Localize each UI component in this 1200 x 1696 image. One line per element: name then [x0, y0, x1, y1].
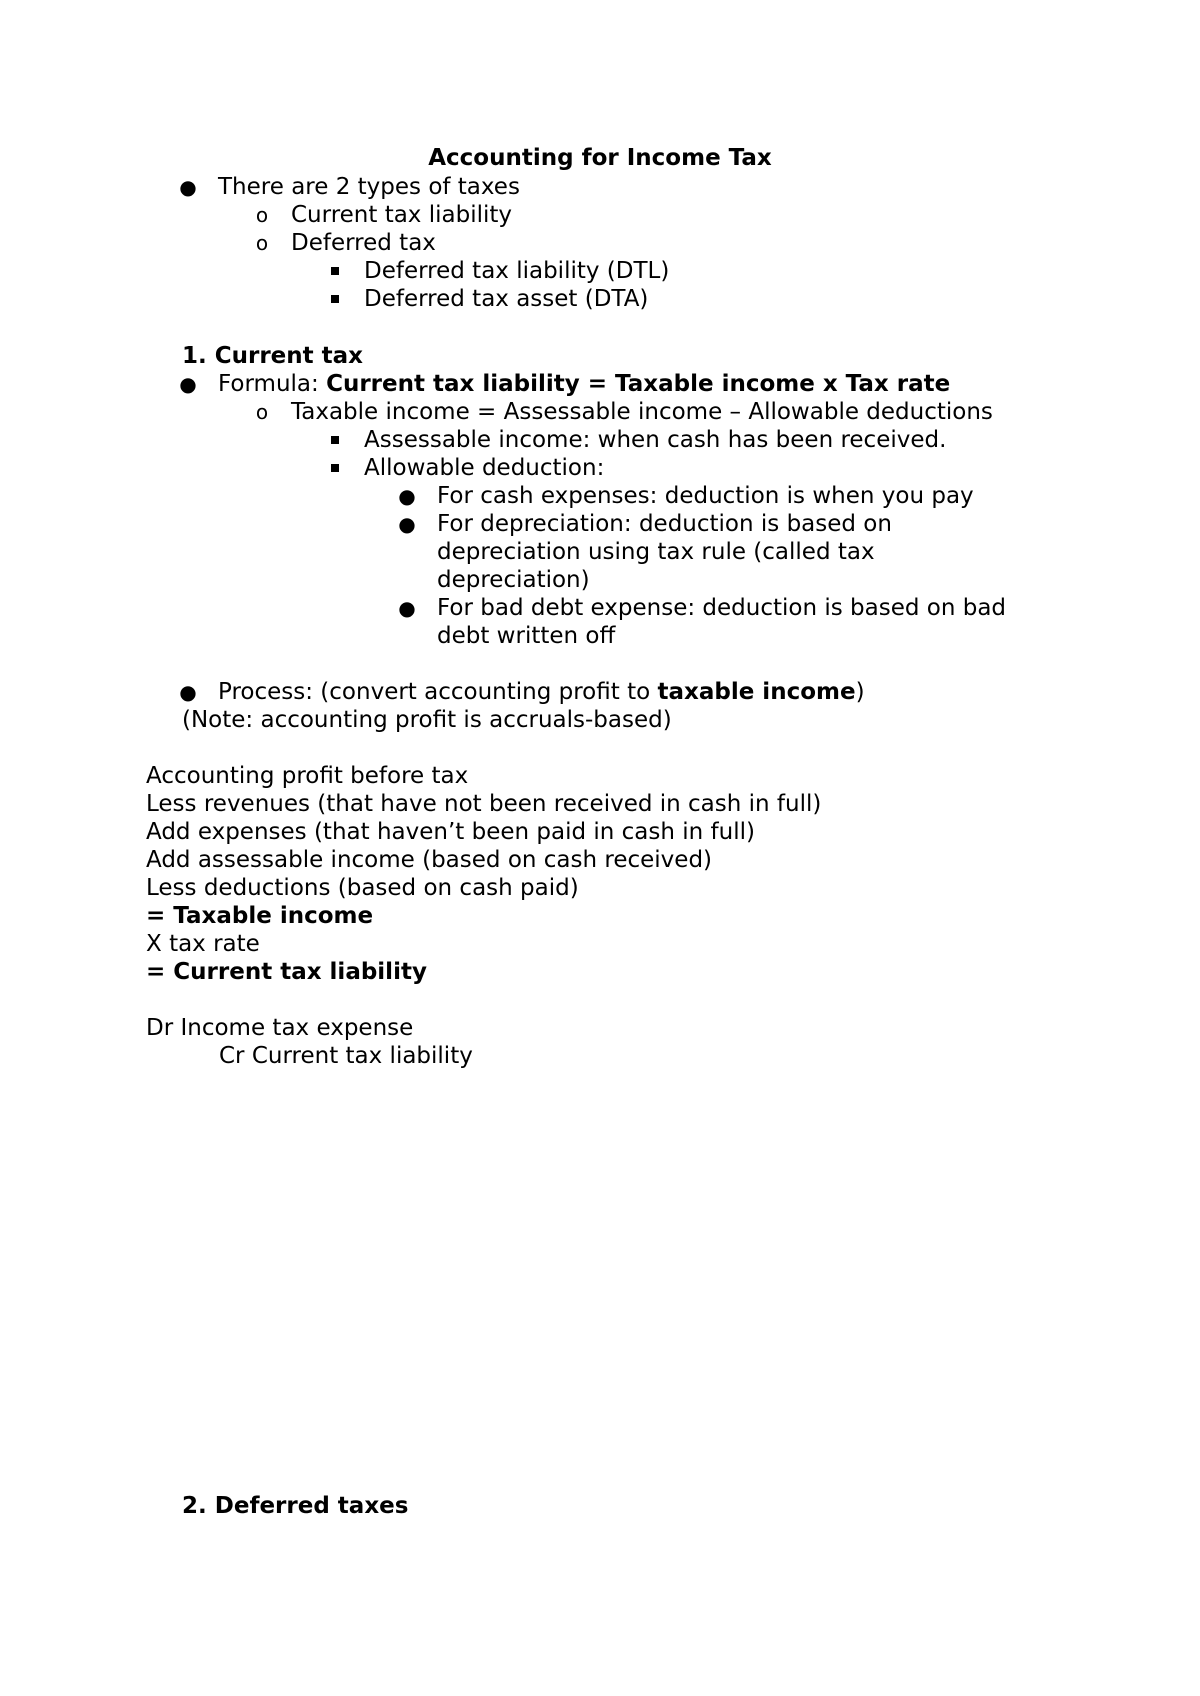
calc-line: X tax rate — [146, 931, 260, 957]
calc-line-taxable-income: = Taxable income — [146, 903, 374, 929]
accruals-note: (Note: accounting profit is accruals-based) — [182, 707, 672, 733]
formula: Current tax liability = Taxable income x Tax rate — [326, 371, 951, 397]
calc-line: Add expenses (that haven’t been paid in cash in full) — [146, 819, 755, 845]
calc-line-current-tax-liability: = Current tax liability — [146, 959, 427, 985]
dtl-item: Deferred tax liability (DTL) — [364, 258, 670, 284]
dta-item: Deferred tax asset (DTA) — [364, 286, 649, 312]
process-line — [218, 678, 865, 706]
bullet-square — [325, 426, 345, 454]
section-heading-deferred-taxes: 2. Deferred taxes — [182, 1493, 409, 1519]
section-heading-current-tax: 1. Current tax — [182, 343, 364, 369]
calc-line: Less deductions (based on cash paid) — [146, 875, 579, 901]
depreciation-item-line3: depreciation) — [437, 567, 590, 593]
cash-expenses-item: For cash expenses: deduction is when you pay — [437, 483, 974, 509]
calc-line: Add assessable income (based on cash received) — [146, 847, 713, 873]
process-suffix: ) — [855, 679, 865, 705]
allowable-deduction-item: Allowable deduction: — [364, 455, 605, 481]
bullet-disc: ● — [398, 596, 416, 620]
formula-prefix: Formula: — [218, 371, 327, 397]
journal-debit: Dr Income tax expense — [146, 1015, 414, 1041]
bullet-circle: o — [255, 400, 269, 424]
journal-credit: Cr Current tax liability — [219, 1043, 473, 1069]
bad-debt-item-line2: debt written off — [437, 623, 616, 649]
calc-line: Less revenues (that have not been received in cash in full) — [146, 791, 822, 817]
bullet-circle: o — [255, 231, 269, 255]
page-title: Accounting for Income Tax — [428, 145, 772, 171]
bullet-square — [325, 454, 345, 482]
bullet-circle: o — [255, 203, 269, 227]
bullet-square — [325, 257, 345, 285]
current-tax-liability-item: Current tax liability — [291, 202, 513, 228]
process-bold: taxable income — [657, 679, 856, 705]
bad-debt-item-line1: For bad debt expense: deduction is based on bad — [437, 595, 1007, 621]
bullet-disc: ● — [179, 175, 197, 199]
formula-line — [218, 370, 950, 398]
bullet-disc: ● — [179, 680, 197, 704]
types-of-taxes: There are 2 types of taxes — [218, 174, 520, 200]
bullet-disc: ● — [398, 484, 416, 508]
deferred-tax-item: Deferred tax — [291, 230, 436, 256]
bullet-disc: ● — [398, 512, 416, 536]
calc-line: Accounting profit before tax — [146, 763, 469, 789]
depreciation-item-line1: For depreciation: deduction is based on — [437, 511, 892, 537]
bullet-disc: ● — [179, 372, 197, 396]
assessable-income-item: Assessable income: when cash has been received. — [364, 427, 947, 453]
taxable-income-definition: Taxable income = Assessable income – Allowable deductions — [291, 399, 993, 425]
bullet-square — [325, 285, 345, 313]
depreciation-item-line2: depreciation using tax rule (called tax — [437, 539, 875, 565]
process-prefix: Process: (convert accounting profit to — [218, 679, 658, 705]
